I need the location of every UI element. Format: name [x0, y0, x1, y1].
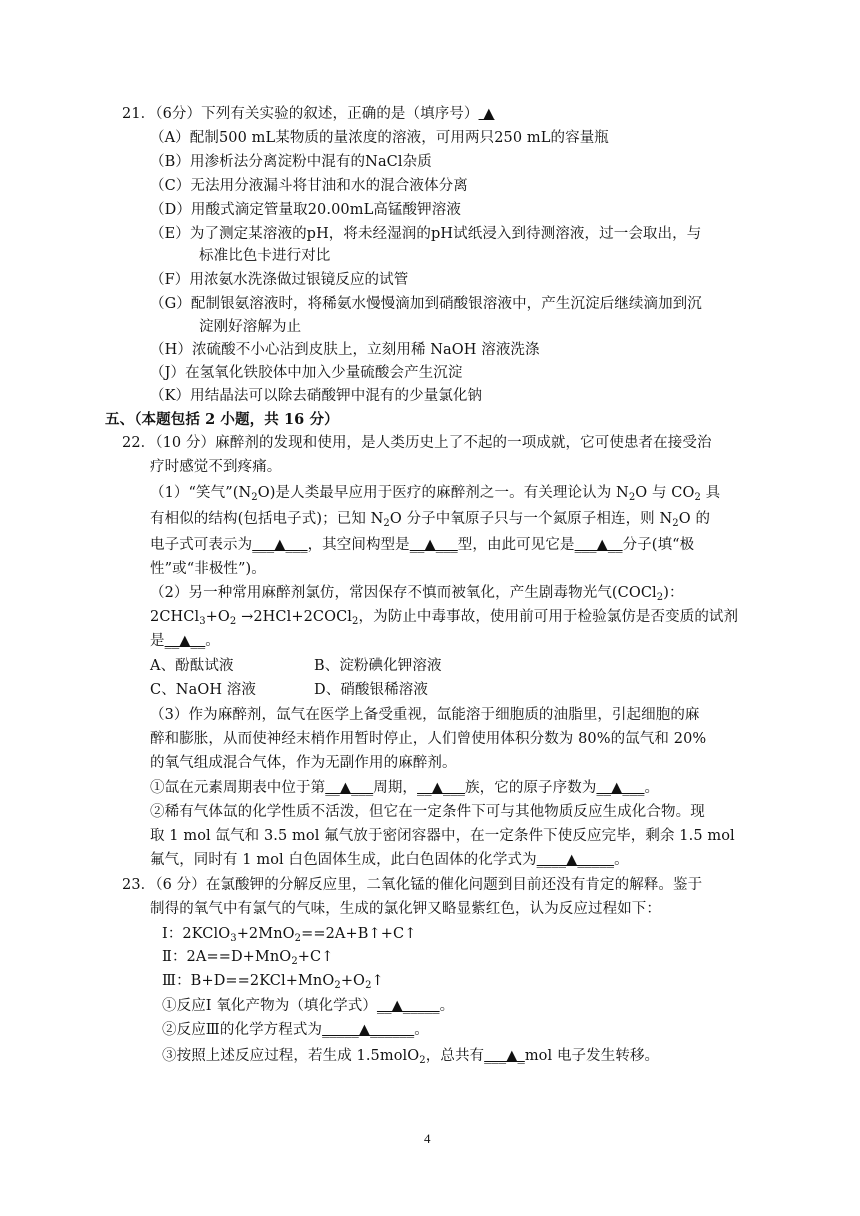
reaction-2: Ⅱ：2A==D+MnO$_2$+C↑ [162, 949, 334, 967]
q22-part1-line3: 电子式可表示为___▲___，其空间构型是__▲___型，由此可见它是___▲__分子(填“极 [150, 537, 695, 553]
answer-blank[interactable]: __▲_____ [376, 998, 440, 1014]
q22-part3-sub2-line2: 取 1 mol 氙气和 3.5 mol 氟气放于密闭容器中，在一定条件下使反应完毕，剩余 1.5 mol [150, 828, 735, 844]
choice-c[interactable]: C、NaOH 溶液 [150, 682, 256, 698]
answer-blank[interactable]: __▲__ [164, 633, 206, 649]
choice-b[interactable]: B、淀粉碘化钾溶液 [314, 658, 442, 674]
q21-option-g-cont: 淀刚好溶解为止 [199, 319, 302, 335]
q23-sub2: ②反应Ⅲ的化学方程式为_____▲______。 [162, 1022, 429, 1038]
q22-part2-line2: $2CHCl_3+O_2$ →2HCl+2COCl$_2$，为防止中毒事故，使用前可用于检验氯仿是否变质的试剂 [150, 609, 739, 627]
q22-stem-cont: 疗时感觉不到疼痛。 [150, 459, 282, 475]
q21-option-c: （C）无法用分液漏斗将甘油和水的混合液体分离 [150, 178, 468, 194]
answer-blank[interactable]: __▲___ [325, 780, 374, 796]
answer-blank[interactable]: ___▲_ [484, 1048, 525, 1064]
answer-blank[interactable]: ___▲__ [574, 537, 623, 553]
answer-blank[interactable]: ▲ [478, 106, 495, 122]
reaction-1: Ⅰ：2KClO$_3$+2MnO$_2$==2A+B↑+C↑ [162, 926, 417, 944]
choice-a[interactable]: A、酚酞试液 [150, 658, 234, 674]
answer-blank[interactable]: ____▲_____ [536, 852, 615, 868]
q23-sub1: ①反应Ⅰ 氧化产物为（填化学式）__▲_____。 [162, 998, 455, 1014]
q21-option-d: （D）用酸式滴定管量取20.00mL高锰酸钾溶液 [150, 202, 461, 218]
answer-blank[interactable]: __▲___ [417, 780, 466, 796]
q23-sub3: ③按照上述反应过程，若生成 1.5molO$_2$，总共有___▲_mol 电子发生转移。 [162, 1048, 660, 1066]
q21-option-b: （B）用渗析法分离淀粉中混有的NaCl杂质 [150, 154, 432, 170]
q21-option-f: （F）用浓氨水洗涤做过银镜反应的试管 [150, 272, 409, 288]
q22-part2-line3: 是__▲__。 [150, 633, 220, 649]
q22-stem: 22．（10 分）麻醉剂的发现和使用，是人类历史上了不起的一项成就，它可使患者在接受治 [122, 435, 712, 451]
page-number: 4 [424, 1131, 431, 1146]
q22-part1-line2: 有相似的结构(包括电子式)；已知 $N_2O$ 分子中氧原子只与一个氮原子相连，则 $N_2O$ 的 [150, 511, 711, 529]
q22-part3-line3: 的氧气组成混合气体，作为无副作用的麻醉剂。 [150, 755, 457, 771]
section-heading: 五、（本题包括 2 小题，共 16 分） [105, 411, 339, 428]
q22-part3-sub2-line3: 氟气，同时有 1 mol 白色固体生成，此白色固体的化学式为____▲_____。 [150, 852, 629, 868]
q22-part1-line4: 性”或“非极性”)。 [150, 561, 266, 577]
answer-blank[interactable]: ___▲___ [252, 537, 308, 553]
answer-blank[interactable]: __▲___ [409, 537, 458, 553]
q22-part3-line2: 醉和膨胀，从而使神经末梢作用暂时停止，人们曾使用体积分数为 80%的氙气和 20% [150, 731, 707, 747]
q23-stem-cont: 制得的氧气中有氯气的气味，生成的氯化钾又略显紫红色，认为反应过程如下： [150, 901, 661, 917]
q21-option-e-cont: 标准比色卡进行对比 [199, 248, 331, 264]
answer-blank[interactable]: __▲___ [596, 780, 645, 796]
q21-option-e: （E）为了测定某溶液的pH，将未经湿润的pH试纸浸入到待测溶液，过一会取出，与 [150, 226, 702, 242]
q21-option-g: （G）配制银氨溶液时，将稀氨水慢慢滴加到硝酸银溶液中，产生沉淀后继续滴加到沉 [150, 296, 702, 312]
q21-option-h: （H）浓硫酸不小心沾到皮肤上，立刻用稀 NaOH 溶液洗涤 [150, 342, 540, 358]
q23-stem: 23．（6 分）在氯酸钾的分解反应里，二氧化锰的催化问题到目前还没有肯定的解释。鉴于 [122, 877, 703, 893]
q21-stem: 21．（6分）下列有关实验的叙述，正确的是（填序号） ▲ [122, 106, 495, 122]
reaction-3: Ⅲ：$B+D==2KCl+MnO_2+O_2↑$ [162, 973, 384, 991]
q22-part3-sub1: ①氙在元素周期表中位于第__▲___周期，__▲___族，它的原子序数为__▲___。 [150, 780, 660, 796]
q22-part3-sub2-line1: ②稀有气体氙的化学性质不活泼，但它在一定条件下可与其他物质反应生成化合物。现 [150, 804, 705, 820]
q22-part2-line1: （2）另一种常用麻醉剂氯仿，常因保存不慎而被氧化，产生剧毒物光气(COCl$_2$)： [150, 585, 684, 603]
answer-blank[interactable]: _____▲______ [322, 1022, 415, 1038]
q22-part3-line1: （3）作为麻醉剂，氙气在医学上备受重视，氙能溶于细胞质的油脂里，引起细胞的麻 [150, 707, 700, 723]
q21-option-k: （K）用结晶法可以除去硝酸钾中混有的少量氯化钠 [150, 388, 483, 404]
q21-option-j: （J）在氢氧化铁胶体中加入少量硫酸会产生沉淀 [150, 365, 463, 381]
q21-option-a: （A）配制500 mL某物质的量浓度的溶液，可用两只250 mL的容量瓶 [150, 130, 609, 146]
q22-part1-line1: （1）“笑气$”(N_2O)$是人类最早应用于医疗的麻醉剂之一。有关理论认为 $N_2O$ 与 $CO_2$ 具 [150, 485, 721, 503]
choice-d[interactable]: D、硝酸银稀溶液 [314, 682, 428, 698]
